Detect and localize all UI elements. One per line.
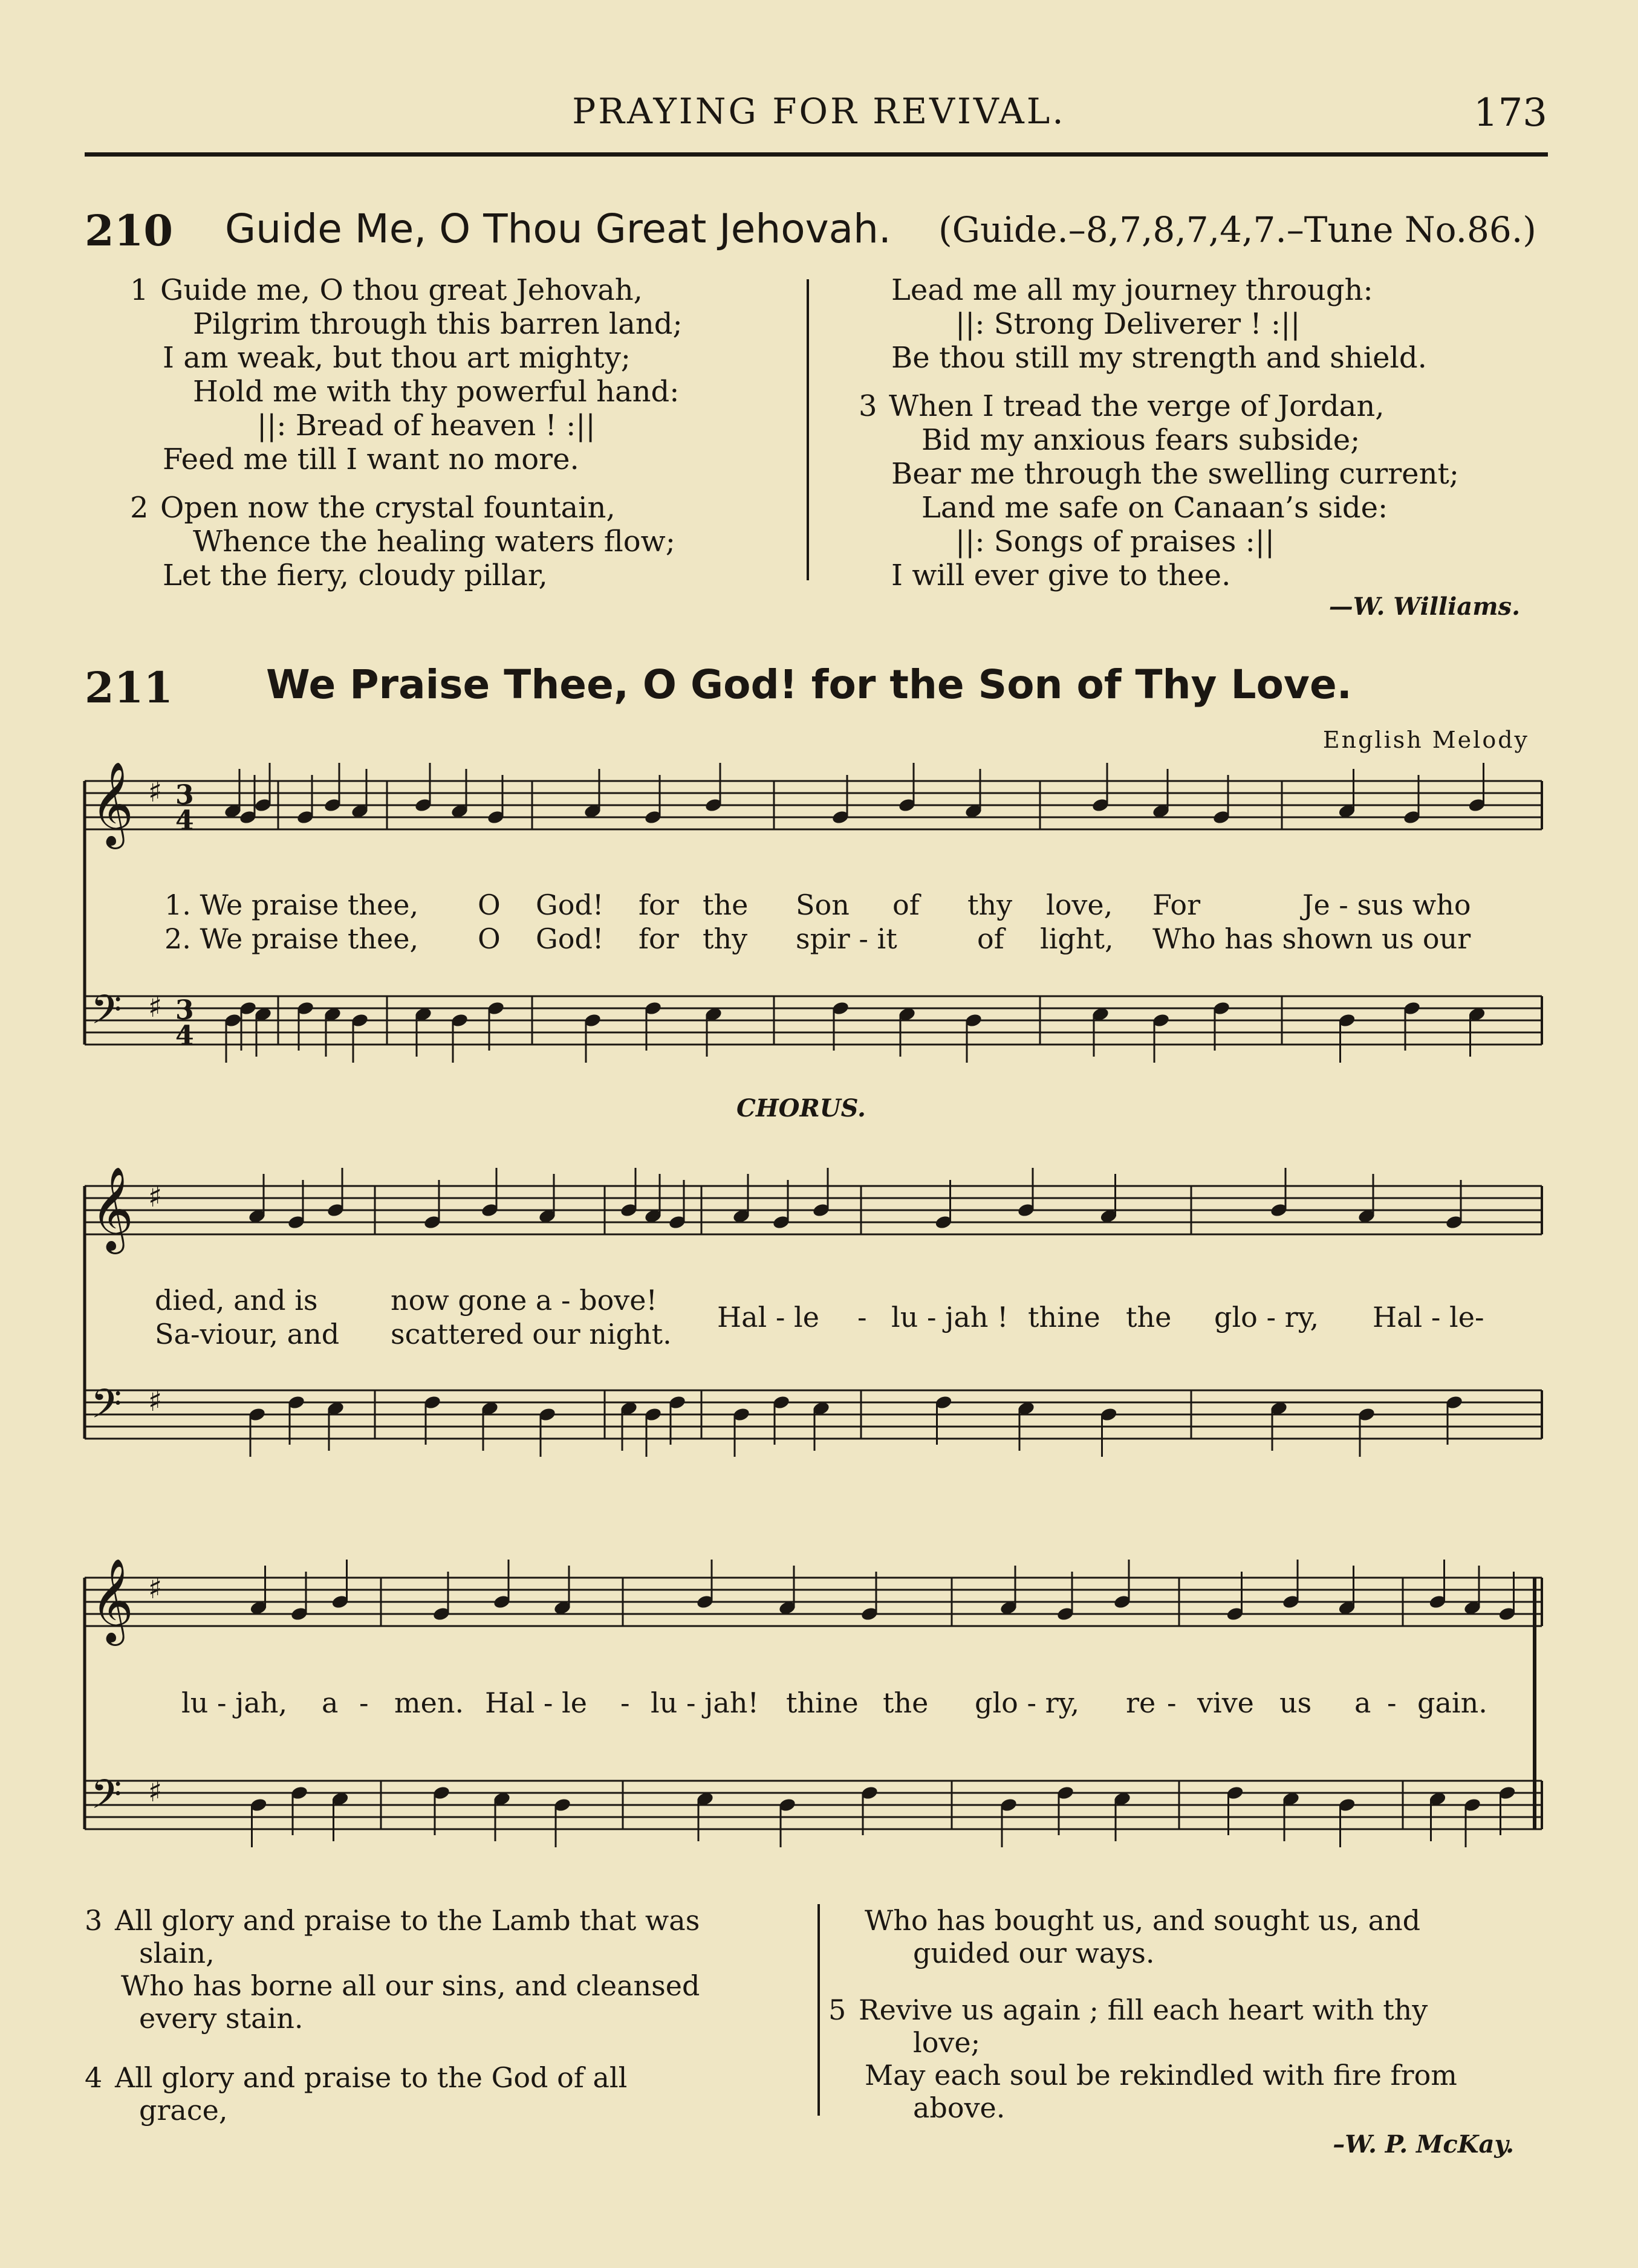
lyric-s3-6: - — [620, 1686, 630, 1719]
lyric-1-10: For — [1152, 889, 1201, 921]
verse-line: love; — [913, 2026, 981, 2059]
sharp-icon: ♯ — [148, 1180, 163, 1214]
verse-line: Be thou still my strength and shield. — [891, 341, 1427, 375]
lyric-s2-2-1: Sa-viour, and — [155, 1318, 340, 1350]
verse-line: May each soul be rekindled with fire from — [865, 2059, 1457, 2091]
lyric-1-7: of — [892, 889, 920, 921]
lyric-2-6: spir - it — [796, 922, 897, 955]
verse-line: I will ever give to thee. — [891, 559, 1231, 592]
lyric-2-8: light, — [1040, 922, 1114, 955]
lyric-1-4: for — [639, 889, 679, 921]
verse-number: 3 — [859, 389, 877, 423]
lyric-1-1: 1. We praise thee, — [164, 889, 419, 921]
lyric-1-9: love, — [1046, 889, 1113, 921]
lyric-s2-1-2: now gone a - bove! — [391, 1284, 657, 1317]
lyric-s3-10: glo - ry, — [975, 1686, 1080, 1719]
lyric-s3-11: re — [1126, 1686, 1156, 1719]
bass-clef-icon: 𝄢 — [91, 987, 122, 1043]
lyric-2-3: God! — [536, 922, 604, 955]
lyric-2-4: for — [639, 922, 679, 955]
sharp-icon: ♯ — [148, 1572, 163, 1605]
chorus-lyric-7: Hal - le- — [1373, 1301, 1484, 1333]
lyric-1-3: God! — [536, 889, 604, 921]
verse-line: Feed me till I want no more. — [163, 442, 579, 476]
verse-line: Guide me, O thou great Jehovah, — [160, 273, 643, 307]
verse-line: guided our ways. — [913, 1937, 1155, 1969]
lyric-s3-16: - — [1387, 1686, 1397, 1719]
verse-number: 3 — [85, 1904, 103, 1937]
verse-number: 1 — [130, 273, 149, 307]
lyric-1-5: the — [703, 889, 749, 921]
verse-line: grace, — [139, 2094, 228, 2127]
page-number: 173 — [1473, 91, 1547, 135]
treble-clef-icon: 𝄞 — [91, 1558, 134, 1642]
lyric-2-7: of — [977, 922, 1004, 955]
chorus-lyric-6: glo - ry, — [1214, 1301, 1319, 1333]
lyric-s3-5: Hal - le — [485, 1686, 587, 1719]
lyric-s3-1: lu - jah, — [181, 1686, 288, 1719]
lyric-1-11: Je - sus who — [1302, 889, 1471, 921]
lyric-s3-7: lu - jah! — [651, 1686, 759, 1719]
chorus-lyric-2: - — [857, 1301, 867, 1333]
bass-clef-icon: 𝄢 — [91, 1771, 122, 1827]
verse-line: I am weak, but thou art mighty; — [163, 341, 631, 375]
lyric-s2-1-1: died, and is — [155, 1284, 318, 1317]
chorus-lyric-1: Hal - le — [717, 1301, 819, 1333]
hymn-211-verse-3 — [85, 1904, 801, 2035]
lyric-1-6: Son — [796, 889, 850, 921]
hymn-211-verse-4-continued — [828, 1904, 1554, 1969]
hymn-210-number: 210 — [85, 206, 174, 256]
verse-line: ||: Bread of heaven ! :|| — [257, 409, 596, 442]
verse-line: Open now the crystal fountain, — [160, 491, 616, 525]
column-divider-bottom — [817, 1904, 820, 2116]
time-signature-icon: 4 — [175, 805, 194, 836]
verse-number: 5 — [828, 1994, 847, 2026]
verse-line: Bid my anxious fears subside; — [921, 423, 1360, 457]
chorus-lyric-5: the — [1126, 1301, 1172, 1333]
verse-line: ||: Songs of praises :|| — [955, 525, 1275, 559]
hymn-210-title: Guide Me, O Thou Great Jehovah. — [225, 206, 891, 252]
lyric-s2-2-2: scattered our night. — [391, 1318, 672, 1350]
hymn-211-verse-4 — [85, 2061, 801, 2127]
verse-number: 2 — [130, 491, 149, 525]
tune-credit: English Melody — [1322, 727, 1529, 753]
hymn-211-title: We Praise Thee, O God! for the Son of Thy Love. — [266, 661, 1352, 708]
treble-clef-icon: 𝄞 — [91, 1167, 134, 1251]
time-signature-icon: 4 — [175, 1020, 194, 1051]
verse-number: 4 — [85, 2061, 103, 2094]
verse-line: All glory and praise to the God of all — [115, 2061, 628, 2094]
lyric-2-5: thy — [703, 922, 748, 955]
verse-line: ||: Strong Deliverer ! :|| — [955, 307, 1301, 341]
verse-line: Let the fiery, cloudy pillar, — [163, 559, 548, 592]
lyric-s3-2: a — [322, 1686, 339, 1719]
sharp-icon: ♯ — [148, 990, 163, 1024]
running-head: PRAYING FOR REVIVAL. — [572, 91, 1066, 132]
verse-line: Land me safe on Canaan’s side: — [921, 491, 1388, 525]
lyric-s3-12: - — [1167, 1686, 1177, 1719]
verse-line: Pilgrim through this barren land; — [193, 307, 683, 341]
verse-line: above. — [913, 2091, 1006, 2124]
hymn-211-author: –W. P. McKay. — [1333, 2130, 1514, 2159]
time-signature-icon: 3 — [175, 780, 194, 811]
verse-line: Lead me all my journey through: — [891, 273, 1373, 307]
verse-line: Bear me through the swelling current; — [891, 457, 1459, 491]
verse-line: slain, — [139, 1937, 215, 1969]
lyric-s3-15: a — [1354, 1686, 1371, 1719]
lyric-1-8: thy — [967, 889, 1013, 921]
hymn-210-meter: (Guide.–8,7,8,7,4,7.–Tune No.86.) — [938, 209, 1536, 250]
verse-line: Revive us again ; fill each heart with thy — [859, 1994, 1428, 2026]
treble-clef-icon: 𝄞 — [91, 762, 134, 846]
sharp-icon: ♯ — [148, 775, 163, 809]
lyric-s3-14: us — [1279, 1686, 1312, 1719]
time-signature-icon: 3 — [175, 995, 194, 1026]
lyric-1-2: O — [478, 889, 501, 921]
lyric-s3-4: men. — [394, 1686, 464, 1719]
bass-clef-icon: 𝄢 — [91, 1381, 122, 1437]
hymn-211-verse-5 — [828, 1994, 1554, 2124]
chorus-lyric-3: lu - jah ! — [891, 1301, 1009, 1333]
chorus-label: CHORUS. — [736, 1094, 866, 1123]
lyric-2-9: Who has shown us our — [1152, 922, 1471, 955]
lyric-s3-13: vive — [1197, 1686, 1254, 1719]
sharp-icon: ♯ — [148, 1384, 163, 1418]
sharp-icon: ♯ — [148, 1775, 163, 1809]
verse-line: When I tread the verge of Jordan, — [889, 389, 1385, 423]
verse-line: Whence the healing waters flow; — [193, 525, 675, 559]
verse-line: Who has borne all our sins, and cleansed — [121, 1969, 700, 2002]
lyric-2-1: 2. We praise thee, — [164, 922, 419, 955]
hymn-211-number: 211 — [85, 663, 174, 713]
verse-line: Who has bought us, and sought us, and — [865, 1904, 1421, 1937]
chorus-lyric-4: thine — [1028, 1301, 1100, 1333]
hymn-210-author: —W. Williams. — [1328, 592, 1520, 621]
lyric-s3-3: - — [359, 1686, 369, 1719]
verse-line: Hold me with thy powerful hand: — [193, 375, 680, 409]
lyric-s3-9: the — [883, 1686, 929, 1719]
lyric-s3-17: gain. — [1417, 1686, 1487, 1719]
lyric-2-2: O — [478, 922, 501, 955]
verse-line: All glory and praise to the Lamb that was — [115, 1904, 700, 1937]
lyric-s3-8: thine — [786, 1686, 859, 1719]
verse-line: every stain. — [139, 2002, 304, 2035]
